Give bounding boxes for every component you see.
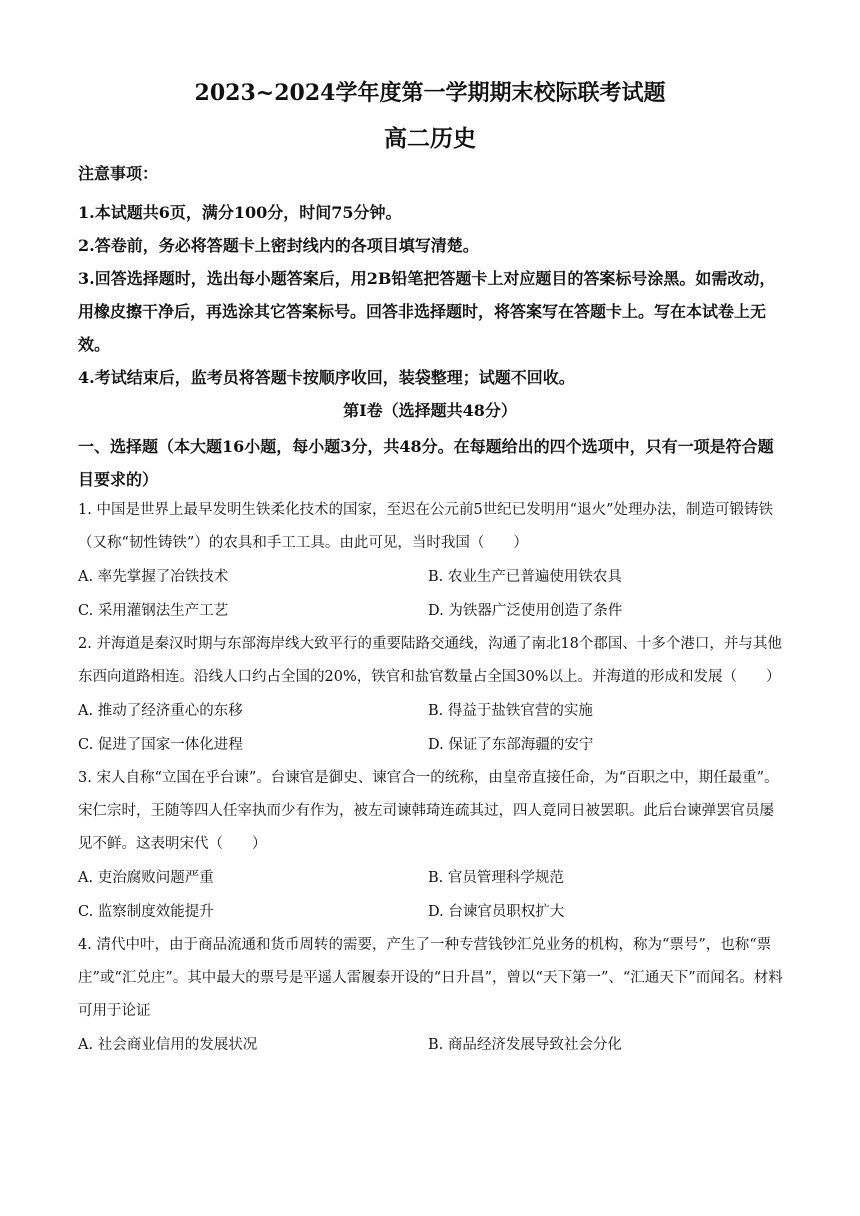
exam-subject: 高二历史 [384, 125, 476, 152]
options [78, 861, 783, 929]
question-stem: 4. 清代中叶，由于商品流通和货币周转的需要，产生了一种专营钱钞汇兑业务的机构，称为“票号”，也称“票庄”或“汇兑庄”。其中最大的票号是平遥人雷履泰开设的“日升昌”，曾以“天下第一”、“汇通天下”而闻名。材料可用于论证 [78, 937, 783, 1019]
option-b: B. 农业生产已普遍使用铁农具 [428, 569, 622, 585]
question-stem: 3. 宋人自称“立国在乎台谏”。台谏官是御史、谏官合一的统称，由皇帝直接任命，为“百职之中，期任最重”。宋仁宗时，王随等四人任宰执而少有作为，被左司谏韩琦连疏其过，四人竟同日被罢职。此后台谏弹罢官员屡见不鲜。这表明宋代（ ） [78, 770, 779, 852]
option-c: C. 监察制度效能提升 [78, 904, 214, 920]
question-stem: 2. 并海道是秦汉时期与东部海岸线大致平行的重要陆路交通线，沟通了南北18个郡国、十多个港口，并与其他东西向道路相连。沿线人口约占全国的20%，铁官和盐官数量占全国30%以上。并海道的形成和发展（ ） [78, 636, 782, 685]
options [78, 694, 783, 762]
options [78, 1028, 783, 1062]
question-1 [78, 494, 783, 628]
option-c: C. 采用灌钢法生产工艺 [78, 603, 229, 619]
option-d: D. 台谏官员职权扩大 [428, 904, 565, 920]
part-title: 一、选择题（本大题16小题，每小题3分，共48分。在每题给出的四个选项中，只有一项是符合题目要求的） [78, 437, 774, 489]
notes-heading: 注意事项： [78, 164, 159, 183]
note-item-3: 3.回答选择题时，选出每小题答案后，用2B铅笔把答题卡上对应题目的答案标号涂黑。如需改动，用橡皮擦干净后，再选涂其它答案标号。回答非选择题时，将答案写在答题卡上。写在本试卷上无效。 [78, 269, 776, 354]
option-b: B. 得益于盐铁官营的实施 [428, 703, 593, 719]
option-a: A. 率先掌握了冶铁技术 [78, 569, 229, 585]
options [78, 560, 783, 628]
option-b: B. 商品经济发展导致社会分化 [428, 1037, 622, 1053]
note-item-1: 1.本试题共6页，满分100分，时间75分钟。 [78, 203, 402, 222]
option-a: A. 吏治腐败问题严重 [78, 870, 214, 886]
notes-block [78, 162, 783, 394]
question-3 [78, 762, 783, 929]
option-d: D. 为铁器广泛使用创造了条件 [428, 603, 623, 619]
option-c: C. 促进了国家一体化进程 [78, 737, 243, 753]
question-stem: 1. 中国是世界上最早发明生铁柔化技术的国家，至迟在公元前5世纪已发明用“退火”处理办法，制造可锻铸铁（又称“韧性铸铁”）的农具和手工工具。由此可见，当时我国（ ） [78, 502, 773, 551]
note-item-2: 2.答卷前，务必将答题卡上密封线内的各项目填写清楚。 [78, 236, 479, 255]
question-2 [78, 628, 783, 762]
questions-list [78, 494, 783, 1062]
option-d: D. 保证了东部海疆的安宁 [428, 737, 594, 753]
option-a: A. 推动了经济重心的东移 [78, 703, 243, 719]
option-b: B. 官员管理科学规范 [428, 870, 564, 886]
exam-title: 2023~2024学年度第一学期期末校际联考试题 [194, 80, 666, 106]
question-4 [78, 929, 783, 1062]
note-item-4: 4.考试结束后，监考员将答题卡按顺序收回，装袋整理；试题不回收。 [78, 368, 575, 387]
option-a: A. 社会商业信用的发展状况 [78, 1037, 258, 1053]
section-title: 第Ⅰ卷（选择题共48分） [343, 401, 517, 420]
